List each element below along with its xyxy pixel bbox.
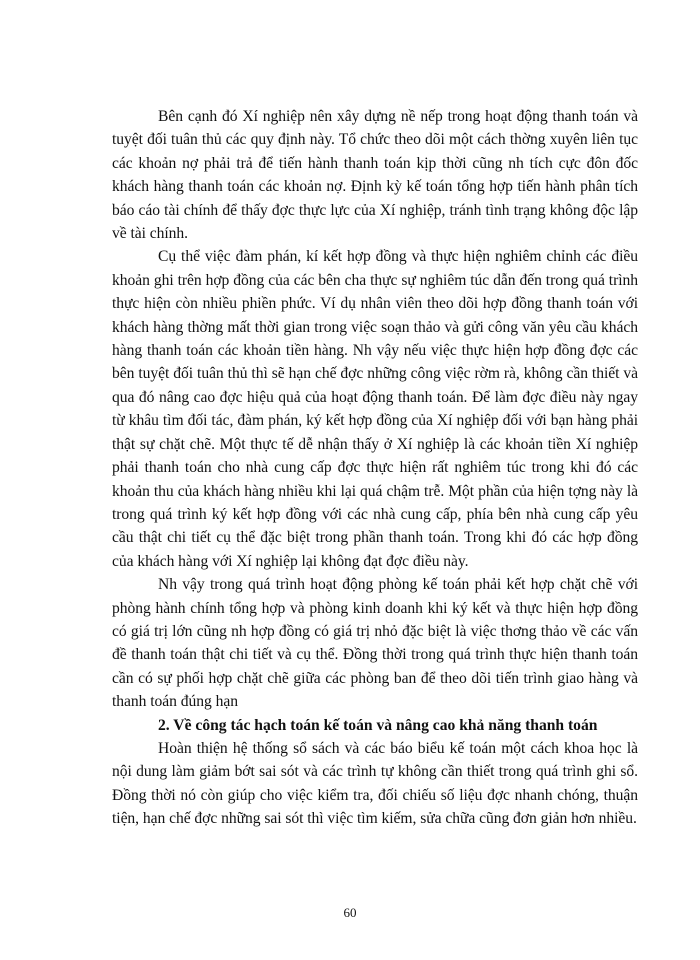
paragraph-department-coordination: Nh vậy trong quá trình hoạt động phòng kế toán phải kết hợp chặt chẽ với phòng hành chính tổng hợp và phòng kinh doanh khi ký kết và thực hiện hợp đồng có giá trị lớn cũng nh hợp đồng có giá trị nhỏ đặc biệt là việc thơng thảo về các vấn đề thanh toán thật chi tiết và cụ thể. Đồng thời trong quá trình thực hiện thanh toán cần có sự phối hợp chặt chẽ giữa các phòng ban để theo dõi tiến trình giao hàng và thanh toán đúng hạn — [112, 576, 638, 711]
page-number: 60 — [343, 905, 357, 920]
paragraph-contract-negotiation: Cụ thể việc đàm phán, kí kết hợp đồng và thực hiện nghiêm chỉnh các điều khoản ghi trên hợp đồng của các bên cha thực sự nghiêm túc dẫn đến trong quá trình thực hiện còn nhiều phiền phức. Ví dụ nhân viên theo dõi hợp đồng thanh toán với khách hàng thờng mất thời gian trong việc soạn thảo và gửi công văn yêu cầu khách hàng thanh toán các khoản tiền hàng. Nh vậy nếu việc thực hiện hợp đồng đợc các bên tuyệt đối tuân thủ thì sẽ hạn chế đợc những công việc rờm rà, không cần thiết và qua đó nâng cao đợc hiệu quả của hoạt động thanh toán. Để làm đợc điều này ngay từ khâu tìm đối tác, đàm phán, ký kết hợp đồng của Xí nghiệp đối với bạn hàng phải thật sự chặt chẽ. Một thực tế dễ nhận thấy ở Xí nghiệp là các khoản tiền Xí nghiệp phải thanh toán cho nhà cung cấp đợc thực hiện rất nghiêm túc trong khi đó các khoản thu của khách hàng nhiều khi lại quá chậm trễ. Một phần của hiện tợng này là trong quá trình ký kết hợp đồng với các nhà cung cấp, phía bên nhà cung cấp yêu cầu thật chi tiết cụ thể đặc biệt trong phần thanh toán. Trong khi đó các hợp đồng của khách hàng với Xí nghiệp lại không đạt đợc điều này. — [112, 248, 638, 570]
body-text — [112, 105, 638, 831]
section-heading: 2. Về công tác hạch toán kế toán và nâng cao khả năng thanh toán — [158, 716, 598, 734]
paragraph-accounting-system: Hoàn thiện hệ thống sổ sách và các báo biểu kế toán một cách khoa học là nội dung làm giảm bớt sai sót và các trình tự không cần thiết trong quá trình ghi sổ. Đồng thời nó còn giúp cho việc kiểm tra, đối chiếu số liệu đợc nhanh chóng, thuận tiện, hạn chế đợc những sai sót thì việc tìm kiếm, sửa chữa cũng đơn giản hơn nhiều. — [112, 739, 638, 828]
paragraph-payment-discipline: Bên cạnh đó Xí nghiệp nên xây dựng nề nếp trong hoạt động thanh toán và tuyệt đối tuân thủ các quy định này. Tổ chức theo dõi một cách thờng xuyên liên tục các khoản nợ phải trả để tiến hành thanh toán kịp thời cũng nh tích cực đôn đốc khách hàng thanh toán các khoản nợ. Định kỳ kế toán tổng hợp tiến hành phân tích báo cáo tài chính để thấy đợc thực lực của Xí nghiệp, tránh tình trạng không độc lập về tài chính. — [112, 108, 638, 243]
